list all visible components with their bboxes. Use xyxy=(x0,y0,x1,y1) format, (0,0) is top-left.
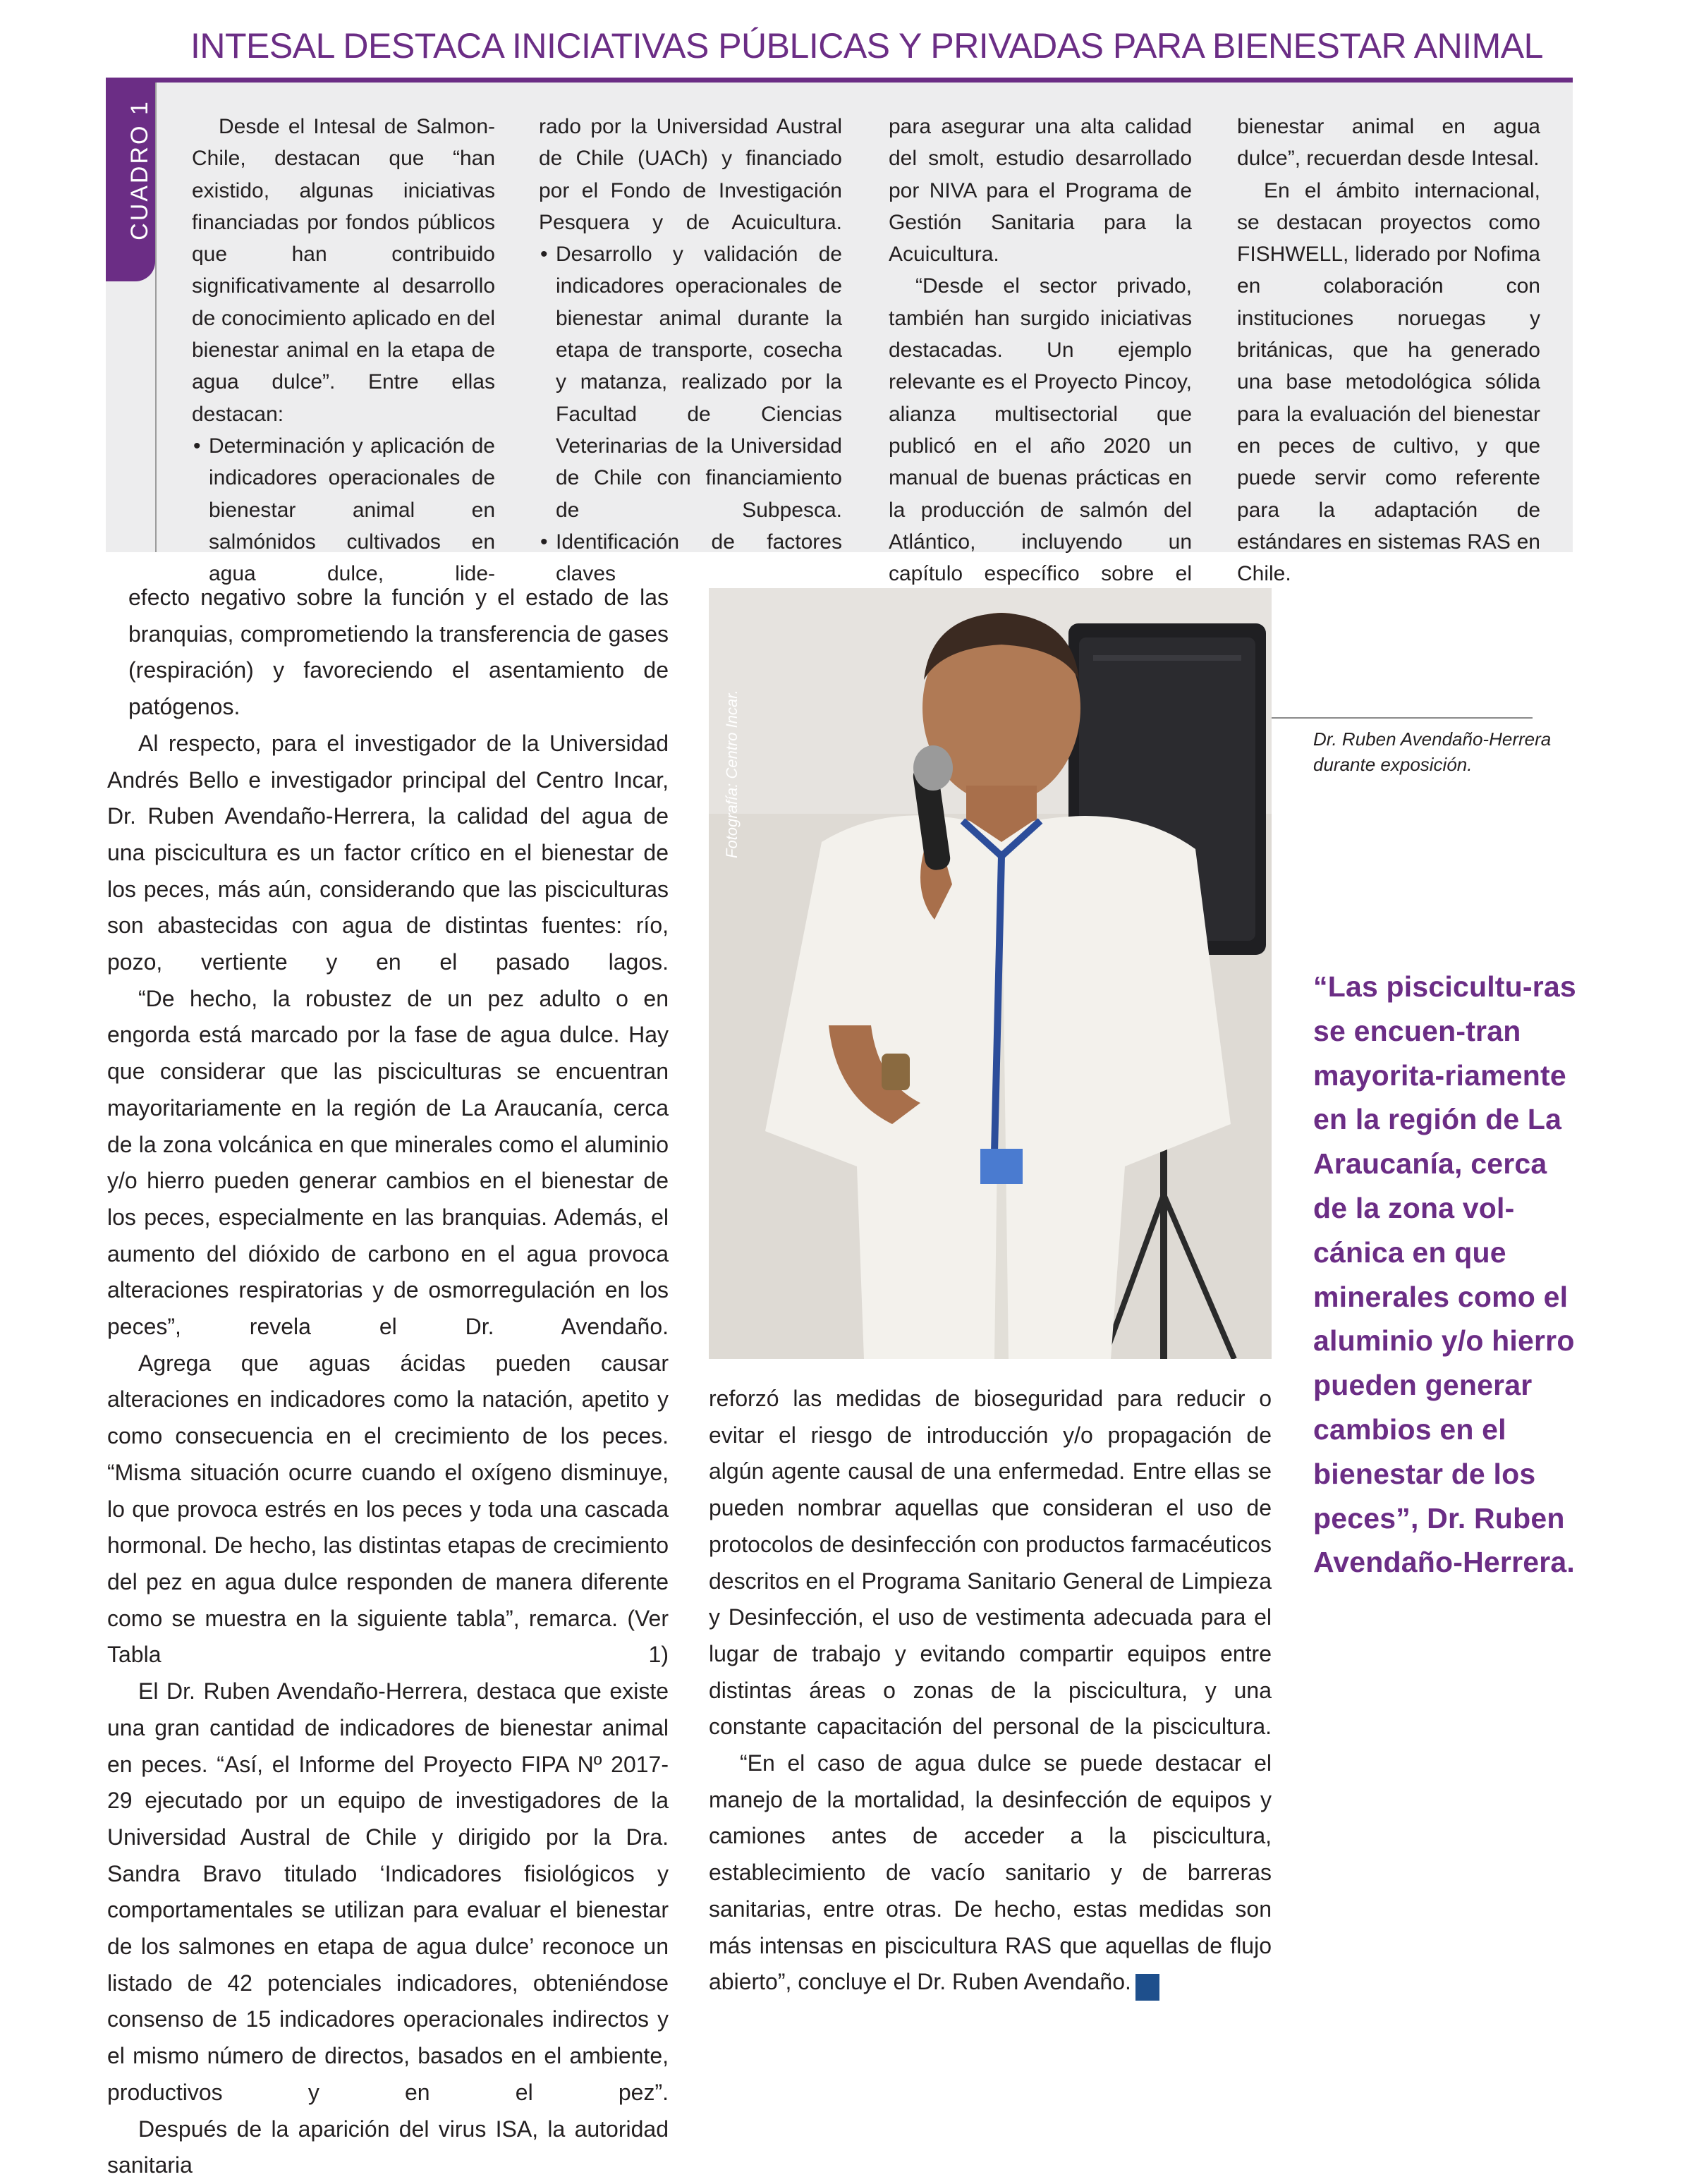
body-paragraph: reforzó las medidas de bioseguridad para reducir o evitar el riesgo de introducción y/o propagación de algún agente causal de una enfermedad. Entre ellas se pueden nombrar aquellas que consideran el uso de protocolos de desinfección con productos farmacéuticos descritos en el Programa Sanitario General de Limpieza y Desinfección, el uso de vestimenta adecuada para el lugar de trabajo y evitando compartir equipos entre distintas áreas o zonas de la piscicultura, y una constante capacitación del personal de la piscicultura. xyxy=(709,1386,1272,1740)
body-paragraph: Agrega que aguas ácidas pueden causar alteraciones en indicadores como la natación, apetito y como consecuencia en el crecimiento de los peces. “Misma situación ocurre cuando el oxígeno disminuye, lo que provoca estrés en los peces y toda una cascada hormonal. De hecho, las distintas etapas de crecimiento del pez en agua dulce responden de manera diferente como se muestra en la siguiente tabla”, remarca. (Ver Tabla 1) xyxy=(107,1350,669,1668)
sidebar-tab-label: CUADRO 1 xyxy=(126,99,153,240)
body-text: “En el caso de agua dulce se puede destacar el manejo de la mortalidad, la desinfección de equipos y camiones antes de acceder a la piscicultura, establecimiento de vacío sanitario y de barreras sanitarias, entre otras. De hecho, estas medidas son más intensas en piscicultura RAS que aquellas de flujo abierto”, concluye el Dr. Ruben Avendaño. xyxy=(709,1750,1272,1995)
body-paragraph xyxy=(709,1745,1272,2001)
caption-rule xyxy=(1272,717,1533,719)
sidebar-column-3 xyxy=(889,111,1192,622)
speaker-photo xyxy=(709,588,1272,1359)
body-paragraph: Después de la aparición del virus ISA, la autoridad sanitaria xyxy=(107,2116,669,2178)
headline-rule xyxy=(106,78,1573,83)
speaker-photo-illustration xyxy=(709,588,1272,1359)
photo-caption xyxy=(1313,726,1553,777)
headline: INTESAL DESTACA INICIATIVAS PÚBLICAS Y PRIVADAS PARA BIENESTAR ANIMAL xyxy=(190,26,1543,66)
sidebar-bullet: • Determinación y aplicación de indicadores operacionales de bienestar animal en salmónidos cultivados en agua dulce, lide- xyxy=(192,430,495,590)
photo-caption-line: Dr. Ruben Avendaño-Herrera xyxy=(1313,728,1552,750)
body-paragraph: “De hecho, la robustez de un pez adulto o en engorda está marcado por la fase de agua dulce. Hay que considerar que las pisciculturas se encuentran mayoritariamente en la región de La Araucanía, cerca de la zona volcánica en que minerales como el aluminio y/o hierro pueden generar cambios en el bienestar de los peces, especialmente en las branquias. Además, el aumento del dióxido de carbono en el agua provoca alteraciones respiratorias y de osmorregulación en los peces”, revela el Dr. Avendaño. xyxy=(107,985,669,1340)
sidebar-column-2 xyxy=(539,111,842,590)
sidebar-paragraph: “Desde el sector privado, también han surgido iniciativas destacadas. Un ejemplo relevante es el Proyecto Pincoy, alianza multisectorial que publicó en el año 2020 un manual de buenas prácticas en la producción de salmón del Atlántico, incluyendo un capítulo específico sobre el xyxy=(889,274,1192,586)
end-mark-icon: Q xyxy=(1135,1974,1159,2001)
sidebar-paragraph: En el ámbito internacional, se destacan proyectos como FISHWELL, liderado por Nofima en colaboración con instituciones noruegas y británicas, que ha generado una base metodológica sólida para la evaluación del bienestar en peces de cultivo, y que puede servir como referente para la adaptación de estándares en sistemas RAS en Chile. xyxy=(1237,178,1540,586)
sidebar-bullet: • Identificación de factores claves xyxy=(539,526,842,590)
sidebar-paragraph: bienestar animal en agua dulce”, recuerdan desde Intesal. xyxy=(1237,115,1540,171)
sidebar-bullet: • Desarrollo y validación de indicadores operacionales de bienestar animal durante la etapa de transporte, cosecha y matanza, realizado por la Facultad de Ciencias Veterinarias de la Universidad de Chile con financiamiento de Subpesca. xyxy=(539,238,842,526)
photo-caption-line: durante exposición. xyxy=(1313,754,1473,775)
sidebar-paragraph: para asegurar una alta calidad del smolt, estudio desarrollado por NIVA para el Programa de Gestión Sanitaria para la Acuicultura. xyxy=(889,115,1192,267)
sidebar-paragraph: Desde el Intesal de Salmon-Chile, destacan que “han existido, algunas iniciativas financiadas por fondos públicos que han contribuido significativamente al desarrollo de conocimiento aplicado en del bienestar animal en la etapa de agua dulce”. Entre ellas destacan: xyxy=(192,115,495,426)
sidebar-column-4 xyxy=(1237,111,1540,590)
sidebar-tab xyxy=(106,83,155,281)
body-paragraph: Al respecto, para el investigador de la Universidad Andrés Bello e investigador principal del Centro Incar, Dr. Ruben Avendaño-Herrera, la calidad del agua de una piscicultura es un factor crítico en el bienestar de los peces, más aún, considerando que las pisciculturas son abastecidas con agua de distintas fuentes: río, pozo, vertiente y en el pasado lagos. xyxy=(107,730,669,975)
sidebar-list xyxy=(192,430,495,590)
middle-column xyxy=(709,1381,1272,2001)
sidebar-list xyxy=(539,238,842,590)
left-column xyxy=(107,580,669,2184)
sidebar-paragraph: rado por la Universidad Austral de Chile (UACh) y financiado por el Fondo de Investigación Pesquera y de Acuicultura. xyxy=(539,115,842,234)
photo-credit: Fotografía: Centro Incar. xyxy=(723,690,741,858)
sidebar-column-1 xyxy=(192,111,495,590)
body-paragraph: efecto negativo sobre la función y el estado de las branquias, comprometiendo la transferencia de gases (respiración) y favoreciendo el asentamiento de patógenos. xyxy=(128,585,669,720)
body-paragraph: El Dr. Ruben Avendaño-Herrera, destaca que existe una gran cantidad de indicadores de bienestar animal en peces. “Así, el Informe del Proyecto FIPA Nº 2017-29 ejecutado por un equipo de investigadores de la Universidad Austral de Chile y dirigido por la Dra. Sandra Bravo titulado ‘Indicadores fisiológicos y comportamentales se utilizan para evaluar el bienestar de los salmones en etapa de agua dulce’ reconoce un listado de 42 potenciales indicadores, obteniéndose consenso de 15 indicadores operacionales indirectos y el mismo número de directos, basados en el ambiente, productivos y en el pez”. xyxy=(107,1678,669,2105)
pull-quote: “Las piscicultu-ras se encuen-tran mayorita-riamente en la región de La Araucanía, cerca de la zona vol-cánica en que minerales como el aluminio y/o hierro pueden generar cambios en el bienestar de los peces”, Dr. Ruben Avendaño-Herrera. xyxy=(1313,970,1576,1579)
